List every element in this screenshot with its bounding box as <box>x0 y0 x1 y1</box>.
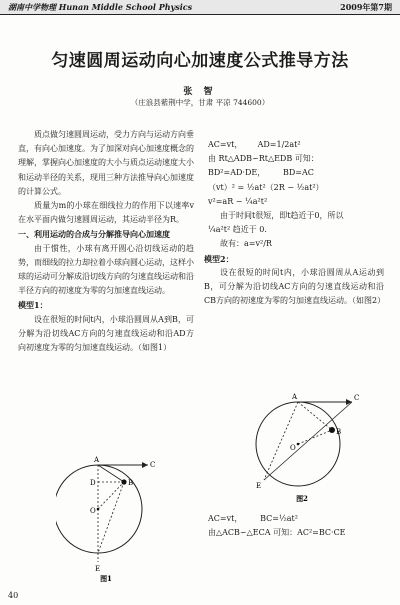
limit-term: ¼a²t² 趋近于 0. <box>208 225 267 235</box>
right-column <box>204 138 384 308</box>
svg-text:图2: 图2 <box>296 494 308 503</box>
figure-1 <box>56 454 166 572</box>
svg-text:图1: 图1 <box>100 574 112 583</box>
right-column-bottom <box>204 512 384 540</box>
ball-marker <box>329 427 335 433</box>
equation-bd: BD²=AD·DE， BD=AC <box>208 168 314 178</box>
label-C: C <box>354 394 360 402</box>
figure-2 <box>236 388 368 492</box>
label-O: O <box>290 444 296 452</box>
label-B: B <box>128 479 134 487</box>
running-header <box>0 0 400 15</box>
model-2-paragraph: 设在很短的时间t内，小球沿圆周从A运动到B，可分解为沿切线AC方向的匀速直线运动和沿CB方向的初速度为零的匀加速直线运动。（如图2） <box>204 267 386 306</box>
section-heading-1: 一、利用运动的合成与分解推导向心加速度 <box>18 229 170 240</box>
journal-name: 湖南中学物理 Hunan Middle School Physics <box>8 2 193 12</box>
label-A: A <box>292 393 298 401</box>
issue-number: 2009年第7期 <box>340 2 392 12</box>
author-affiliation: （庄浪县紫荆中学，甘肃 平凉 744600） <box>130 98 270 107</box>
similar-triangles-note: 由 Rt△ADB∽Rt△EDB 可知： <box>208 154 319 164</box>
limit-paragraph: 由于时间t很短，即t趋近于0，所以 <box>220 211 344 221</box>
label-C: C <box>150 461 156 469</box>
intro-paragraph: 质点做匀速圆周运动，受力方向与运动方向垂直，有向心加速度。为了加深对向心加速度概念的理解，掌握向心加速度的大小与质点运动速度大小和运动半径的关系，现用三种方法推导向心加速度的计算公式。 <box>18 130 194 196</box>
result-1: 故有：a=v²/R <box>220 239 272 249</box>
model-2-heading: 模型2： <box>204 253 234 264</box>
equation-v-squared: v²=aR − ¼a²t² <box>208 196 268 206</box>
figure-2-caption <box>282 492 322 504</box>
equation-vt-squared: （vt）² = ½at²（2R − ½at²） <box>208 182 324 192</box>
equation-ac-bc: AC=vt， BC=½at² <box>208 514 298 523</box>
label-O: O <box>90 507 96 515</box>
model-1-paragraph: 设在很短的时间t内，小球沿圆周从A到B，可分解为沿切线AC方向的匀速直线运动和沿AD方向初速度为零的匀加速直线运动。（如图1） <box>18 314 194 353</box>
ball-marker <box>121 479 126 484</box>
label-E: E <box>256 482 262 490</box>
page-number: 40 <box>8 591 19 600</box>
left-column <box>18 128 194 355</box>
equation-ac-ad: AC=vt， AD=1/2at² <box>208 140 301 149</box>
model-1-heading: 模型1： <box>18 300 48 311</box>
label-B: B <box>336 428 342 436</box>
setup-paragraph: 质量为m的小球在细线拉力的作用下以速率v在水平面内做匀速圆周运动，其运动半径为R。 <box>18 201 194 225</box>
author-name: 张 智 <box>183 87 217 97</box>
label-E: E <box>95 565 101 572</box>
label-D: D <box>90 479 96 487</box>
arrowhead <box>142 462 148 468</box>
label-A: A <box>94 456 100 464</box>
similar-triangles-note-2: 由△ACB∽△ECA 可知：AC²=BC·CE <box>208 528 346 538</box>
article-title: 匀速圆周运动向心加速度公式推导方法 <box>51 51 349 71</box>
figure-1-caption <box>86 572 126 584</box>
method-paragraph: 由于惯性，小球有离开圆心沿切线运动的趋势，而细线的拉力却拉着小球向圆心运动，这样小球的运动可分解成沿切线方向的匀速直线运动和沿半径方向的初速度为零的匀加速直线运动。 <box>18 243 194 296</box>
arrowhead <box>346 399 352 405</box>
